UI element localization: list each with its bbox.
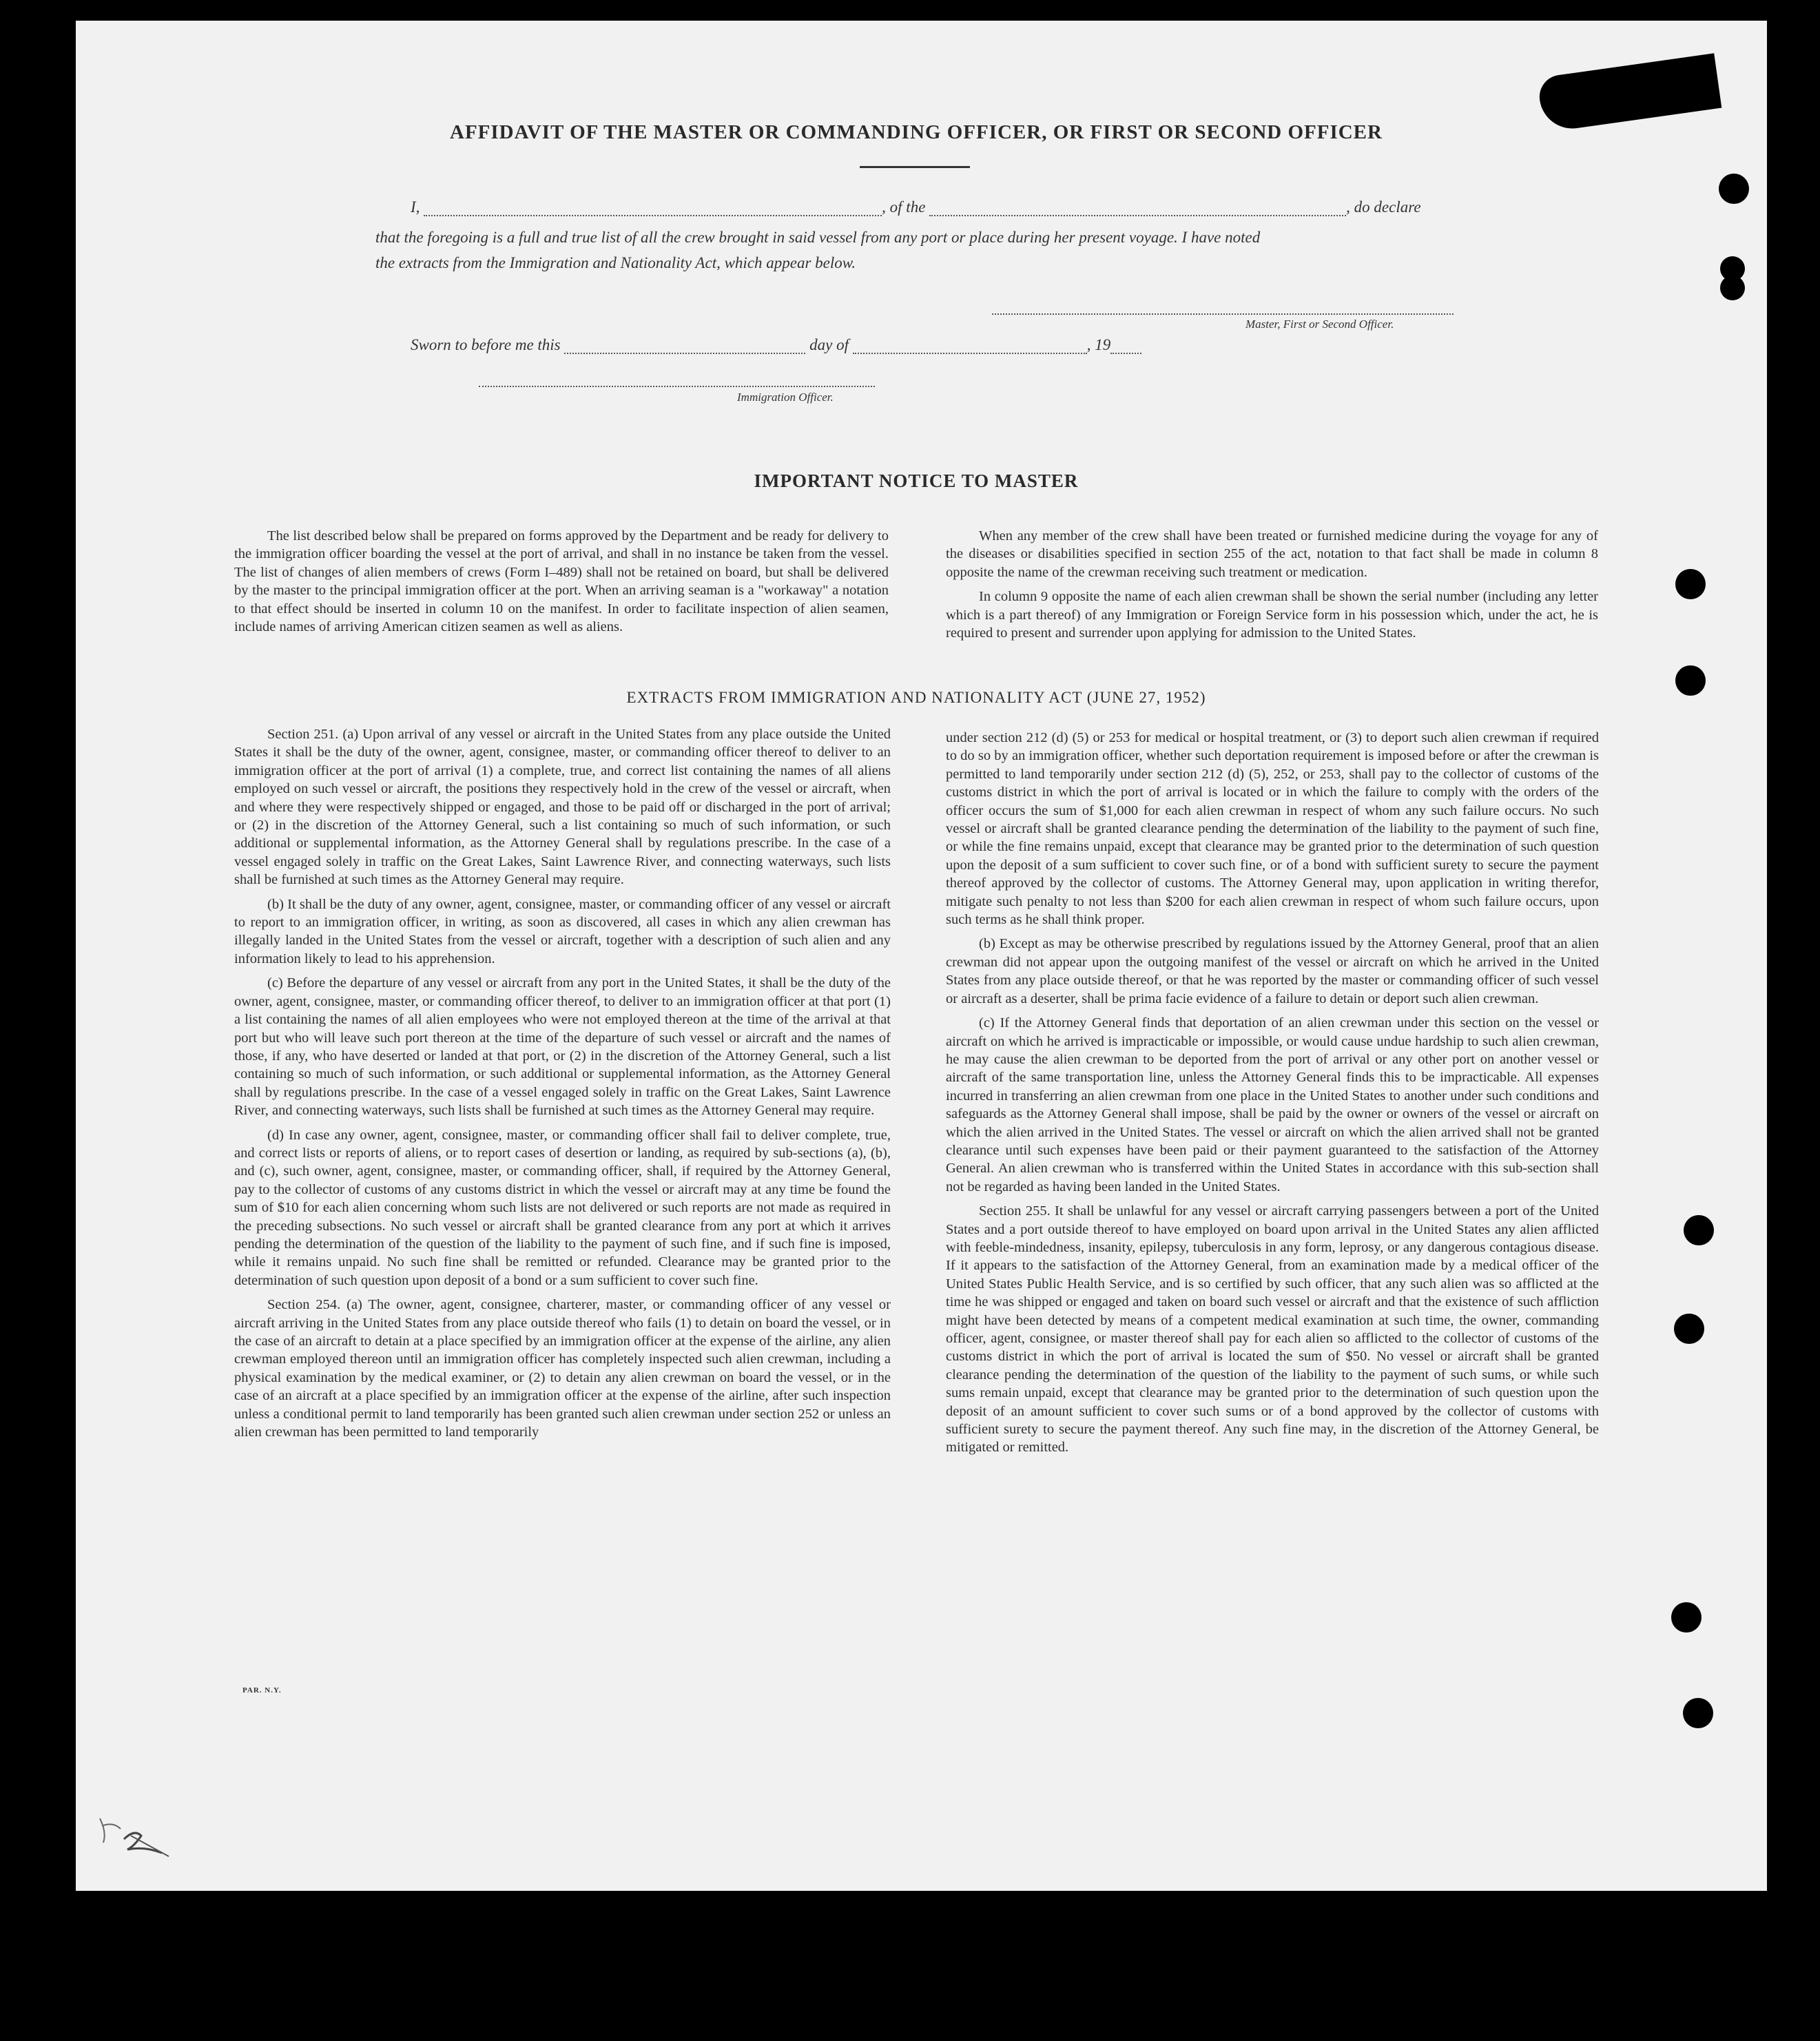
declaration-mid: , of the [882, 198, 926, 216]
declaration-suffix: , do declare [1346, 198, 1421, 216]
binder-hole [1675, 569, 1706, 599]
binder-hole [1674, 1314, 1704, 1344]
sworn-month-blank[interactable] [853, 353, 1087, 354]
affidavit-title: AFFIDAVIT OF THE MASTER OR COMMANDING OFFICER, OR FIRST OR SECOND OFFICER [450, 121, 1383, 143]
notice-right-column [946, 527, 1598, 648]
sworn-mid: day of [809, 336, 849, 353]
notice-right-paragraph-2: In column 9 opposite the name of each alien crewman shall be shown the serial number (including any letter which is a part thereof) of any Immigration or Foreign Service form in his possession which, under the act, he is required to present and surrender upon applying for admission to the United States. [946, 589, 1598, 641]
printer-mark: PAR. N.Y. [242, 1686, 282, 1695]
extract-paragraph: Section 251. (a) Upon arrival of any vessel or aircraft in the United States from any place outside the United States it shall be the duty of the owner, agent, consignee, master, or commanding officer thereof to deliver to an immigration officer at the port of arrival (1) a complete, true, and correct list containing the names of all aliens employed on such vessel or aircraft, the positions they respectively hold in the crew of the vessel or aircraft, when and where they were respectively shipped or engaged, and those to be paid off or discharged in the port of arrival; or (2) in the discretion of the Attorney General, such a list containing so much of such information, or such additional or supplemental information, as the Attorney General shall by regulations prescribe. In the case of a vessel engaged solely in traffic on the Great Lakes, Saint Lawrence River, and connecting waterways, such lists shall be furnished at such times as the Attorney General may require. [234, 727, 891, 888]
officer-signature-line[interactable] [479, 386, 875, 387]
master-caption: Master, First or Second Officer. [1245, 318, 1394, 331]
extract-paragraph: Section 254. (a) The owner, agent, consignee, charterer, master, or commanding officer of any vessel or aircraft arriving in the United States from any place outside thereof who fails (1) to detain on board the vessel, or in the case of an aircraft to detain at a place specified by an immigration officer at the expense of the airline, any alien crewman employed thereon until an immigration officer has completely inspected such alien crewman, including a physical examination by the medical examiner, or (2) to detain any alien crewman on board the vessel, or in the case of an aircraft at a place specified by an immigration officer at the expense of the airline, after such inspection unless a conditional permit to land temporarily has been granted such alien crewman under section 252 or unless an alien crewman has been permitted to land temporarily [234, 1297, 891, 1440]
officer-caption: Immigration Officer. [737, 391, 834, 404]
sworn-day-blank[interactable] [564, 353, 805, 354]
declaration-prefix: I, [411, 198, 420, 216]
extract-paragraph: (b) It shall be the duty of any owner, agent, consignee, master, or commanding officer of any vessel or aircraft to report to an immigration officer, in writing, as soon as discovered, all cases in which any alien crewman has illegally landed in the United States from the vessel or aircraft, together with a description of such alien and any information likely to lead to his apprehension. [234, 896, 891, 966]
extract-paragraph: under section 212 (d) (5) or 253 for medical or hospital treatment, or (3) to deport such alien crewman if required to do so by an immigration officer, whether such deportation requirement is imposed before or after the crewman is permitted to land temporarily under section 212 (d) (5), 252, or 253, shall pay to the collector of customs of the customs district in which the port of arrival is located or in which the failure to comply with the orders of the officer occurs the sum of $1,000 for each alien crewman in respect of whom any such failure occurs. No such vessel or aircraft shall be granted clearance pending the determination of the liability to the payment of such fine, or while the fine remains unpaid, except that clearance may be granted prior to the determination of such question upon the deposit of a sum sufficient to cover such fine, or of a bond with sufficient surety to secure the payment thereof approved by the collector of customs. The Attorney General may, upon application in writing therefor, mitigate such penalty to not less than $200 for each alien crewman in respect of whom such failure occurs, upon such terms as he shall think proper. [946, 730, 1599, 928]
binder-hole [1684, 1215, 1714, 1245]
handwritten-scrawl [93, 1805, 183, 1860]
vessel-blank[interactable] [929, 215, 1346, 216]
extract-paragraph: (b) Except as may be otherwise prescribed by regulations issued by the Attorney General, proof that an alien crewman did not appear upon the outgoing manifest of the vessel or aircraft on which he arrived in the United States from any place outside thereof, or that he was reported by the master or commanding officer of such vessel or aircraft as a deserter, shall be prima facie evidence of a failure to detain or deport such alien crewman. [946, 936, 1599, 1006]
extract-paragraph: (c) If the Attorney General finds that deportation of an alien crewman under this section on the vessel or aircraft on which he arrived is impracticable or impossible, or would cause undue hardship to such alien crewman, he may cause the alien crewman to be deported from the port of arrival or any other port on another vessel or aircraft of the same transportation line, unless the Attorney General finds this to be impracticable. All expenses incurred in transferring an alien crewman from one place in the United States to another under such conditions and safeguards as the Attorney General shall impose, shall be paid by the owner or owners of the vessel or aircraft on which the alien arrived in the United States. The vessel or aircraft on which the alien arrived shall not be granted clearance until such expenses have been paid or their payment guaranteed to the satisfaction of the Attorney General. An alien crewman who is transferred within the United States in accordance with this sub-section shall not be regarded as having been landed in the United States. [946, 1015, 1599, 1194]
binder-hole [1671, 1602, 1702, 1633]
title-rule [860, 166, 970, 168]
notice-right-paragraph-1: When any member of the crew shall have been treated or furnished medicine during the voyage for any of the diseases or disabilities specified in section 255 of the act, notation to that fact shall be made in column 8 opposite the name of the crewman receiving such treatment or medication. [946, 528, 1598, 580]
notice-left-paragraph: The list described below shall be prepared on forms approved by the Department and be ready for delivery to the immigration officer boarding the vessel at the port of arrival, and shall in no instance be taken from the vessel. The list of changes of alien members of crews (Form I–489) shall not be retained on board, but shall be delivered by the master to the principal immigration officer at the port. When an arriving seaman is a "workaway" a notation to that effect should be inserted in column 10 on the manifest. In order to facilitate inspection of alien seamen, include names of arriving American citizen seamen as well as aliens. [234, 528, 889, 635]
extracts-left-column [234, 725, 891, 1447]
binder-hole [1683, 1698, 1713, 1728]
binder-hole [1719, 174, 1749, 204]
extract-paragraph: (c) Before the departure of any vessel or aircraft from any port in the United States, it shall be the duty of the owner, agent, consignee, master, or commanding officer thereof, to deliver to an immigration officer at that port (1) a list containing the names of all alien employees who were not employed thereon at the time of the arrival at that port but who will leave such port thereon at the time of the departure of such vessel or aircraft and the names of those, if any, who have deserted or landed at that port, or (2) in the discretion of the Attorney General, such a list containing so much of such information, or such additional or supplemental information, as the Attorney General shall by regulations prescribe. In the case of a vessel engaged solely in traffic on the Great Lakes, Saint Lawrence River, and connecting waterways, such lists shall be furnished at such times as the Attorney General may require. [234, 975, 891, 1119]
notice-title: IMPORTANT NOTICE TO MASTER [754, 470, 1079, 491]
name-blank[interactable] [424, 215, 882, 216]
declaration-line-2: that the foregoing is a full and true list of all the crew brought in said vessel from any port or place during her present voyage. I have noted [375, 229, 1261, 246]
extract-paragraph: Section 255. It shall be unlawful for any vessel or aircraft carrying passengers between a port of the United States and a port outside thereof to have employed on board upon arrival in the United States any alien afflicted with feeble-mindedness, insanity, epilepsy, tuberculosis in any form, leprosy, or any dangerous contagious disease. If it appears to the satisfaction of the Attorney General, from an examination made by a medical officer of the United States Public Health Service, and is so certified by such officer, that any such alien was so afflicted at the time he was shipped or engaged and taken on board such vessel or aircraft and that the existence of such affliction might have been detected by means of a competent medical examination at such time, the owner, commanding officer, agent, consignee, or master thereof shall pay for each alien so afflicted to the collector of customs of the customs district in which the port of arrival is located the sum of $50. No vessel or aircraft shall be granted clearance pending the determination of the question of the liability to the payment of such sums, or while such sums remain unpaid, except that clearance may be granted prior to the determination of such question upon the deposit of an amount sufficient to cover such sums or of a bond approved by the collector of customs with sufficient surety to secure the payment thereof. Any such fine may, in the discretion of the Attorney General, be mitigated or remitted. [946, 1203, 1599, 1455]
notice-left-column [234, 527, 889, 642]
master-signature-line[interactable] [992, 313, 1454, 315]
declaration-line-3: the extracts from the Immigration and Nationality Act, which appear below. [375, 254, 856, 271]
extracts-right-column [946, 729, 1599, 1463]
sworn-prefix: Sworn to before me this [411, 336, 561, 353]
declaration-line-1 [411, 198, 1458, 216]
extracts-title: EXTRACTS FROM IMMIGRATION AND NATIONALITY ACT (JUNE 27, 1952) [626, 689, 1206, 706]
binder-hole [1720, 276, 1745, 300]
binder-hole [1675, 665, 1706, 696]
extract-paragraph: (d) In case any owner, agent, consignee, master, or commanding officer shall fail to deliver complete, true, and correct lists or reports of aliens, or to report cases of desertion or landing, as required by sub-sections (a), (b), and (c), such owner, agent, consignee, master, or commanding officer, shall, if required by the Attorney General, pay to the collector of customs of any customs district in which the vessel or aircraft may at any time be found the sum of $10 for each alien concerning whom such lists are not delivered or such reports are not made as required in the preceding subsections. No such vessel or aircraft shall be granted clearance from any port at which it arrives pending the determination of the question of the liability to the payment of such fine, and if such fine is imposed, while it remains unpaid. No such fine shall be remitted or refunded. Clearance may be granted prior to the determination of such question upon deposit of a bond or a sum sufficient to cover such fine. [234, 1127, 891, 1288]
sworn-suffix: , 19 [1086, 336, 1111, 353]
sworn-line [411, 336, 1237, 354]
sworn-year-blank[interactable] [1110, 353, 1141, 354]
